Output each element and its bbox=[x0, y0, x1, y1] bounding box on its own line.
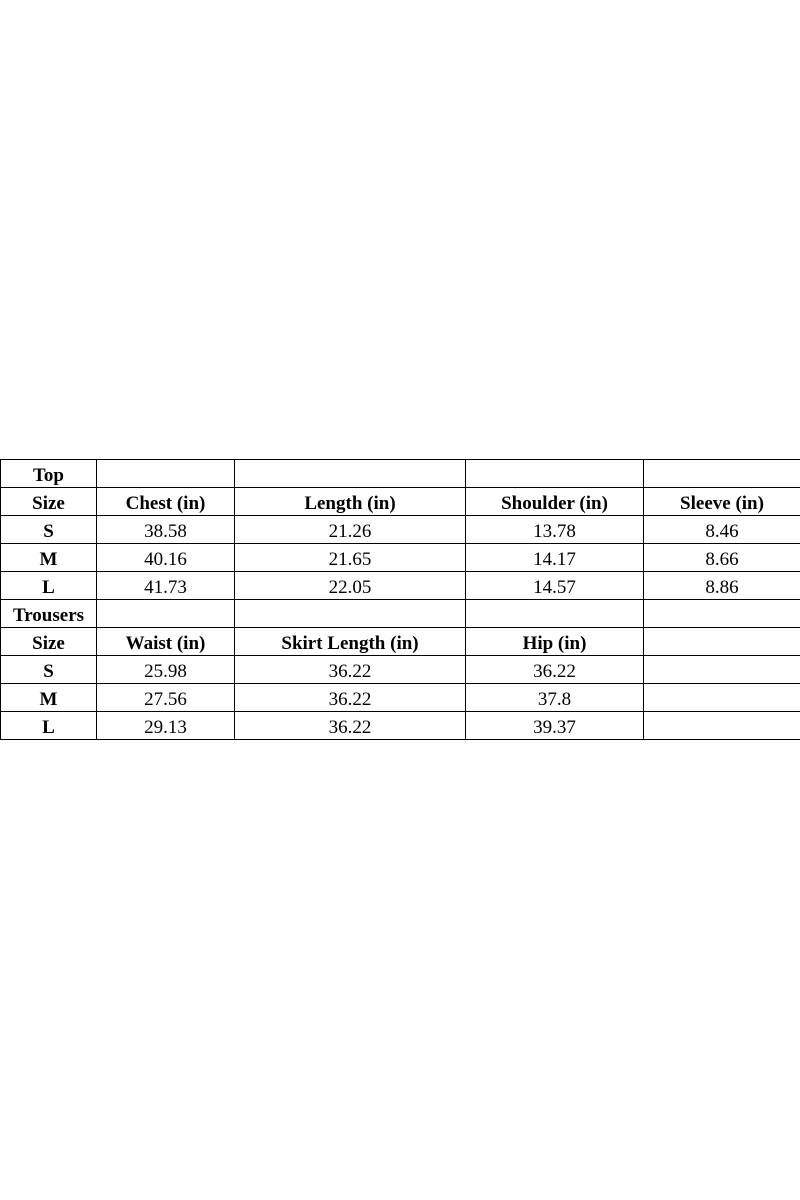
table-row bbox=[1, 572, 800, 600]
table-cell: 36.22 bbox=[235, 656, 466, 684]
trousers-section-title: Trousers bbox=[1, 600, 97, 628]
size-chart-table bbox=[0, 459, 800, 740]
table-row bbox=[1, 656, 800, 684]
table-cell: 29.13 bbox=[97, 712, 235, 740]
empty-cell bbox=[644, 460, 800, 488]
column-header: Size bbox=[1, 628, 97, 656]
top-section-title-row bbox=[1, 460, 800, 488]
table-cell: 36.22 bbox=[235, 684, 466, 712]
column-header: Skirt Length (in) bbox=[235, 628, 466, 656]
trousers-header-row bbox=[1, 628, 800, 656]
column-header: Hip (in) bbox=[466, 628, 644, 656]
table-cell: 14.17 bbox=[466, 544, 644, 572]
column-header: Length (in) bbox=[235, 488, 466, 516]
table-cell: 39.37 bbox=[466, 712, 644, 740]
table-row bbox=[1, 516, 800, 544]
table-row bbox=[1, 712, 800, 740]
empty-cell bbox=[644, 600, 800, 628]
top-header-row bbox=[1, 488, 800, 516]
size-label: M bbox=[1, 684, 97, 712]
column-header: Chest (in) bbox=[97, 488, 235, 516]
table-cell: 27.56 bbox=[97, 684, 235, 712]
table-cell: 8.66 bbox=[644, 544, 800, 572]
column-header: Size bbox=[1, 488, 97, 516]
column-header: Shoulder (in) bbox=[466, 488, 644, 516]
column-header: Sleeve (in) bbox=[644, 488, 800, 516]
table-cell bbox=[644, 684, 800, 712]
empty-cell bbox=[97, 460, 235, 488]
table-cell: 21.26 bbox=[235, 516, 466, 544]
table-cell: 36.22 bbox=[235, 712, 466, 740]
table-cell: 8.46 bbox=[644, 516, 800, 544]
table-cell: 25.98 bbox=[97, 656, 235, 684]
size-label: S bbox=[1, 656, 97, 684]
empty-cell bbox=[235, 600, 466, 628]
table-cell bbox=[644, 712, 800, 740]
table-cell bbox=[644, 656, 800, 684]
size-label: M bbox=[1, 544, 97, 572]
size-label: L bbox=[1, 572, 97, 600]
column-header: Waist (in) bbox=[97, 628, 235, 656]
column-header bbox=[644, 628, 800, 656]
empty-cell bbox=[466, 460, 644, 488]
table-cell: 37.8 bbox=[466, 684, 644, 712]
table-cell: 13.78 bbox=[466, 516, 644, 544]
top-section-title: Top bbox=[1, 460, 97, 488]
table-cell: 22.05 bbox=[235, 572, 466, 600]
table-cell: 21.65 bbox=[235, 544, 466, 572]
empty-cell bbox=[235, 460, 466, 488]
table-row bbox=[1, 684, 800, 712]
size-label: L bbox=[1, 712, 97, 740]
empty-cell bbox=[466, 600, 644, 628]
table-cell: 36.22 bbox=[466, 656, 644, 684]
table-cell: 40.16 bbox=[97, 544, 235, 572]
table-row bbox=[1, 544, 800, 572]
table-cell: 41.73 bbox=[97, 572, 235, 600]
table-cell: 8.86 bbox=[644, 572, 800, 600]
empty-cell bbox=[97, 600, 235, 628]
size-label: S bbox=[1, 516, 97, 544]
table-cell: 38.58 bbox=[97, 516, 235, 544]
table-cell: 14.57 bbox=[466, 572, 644, 600]
trousers-section-title-row bbox=[1, 600, 800, 628]
